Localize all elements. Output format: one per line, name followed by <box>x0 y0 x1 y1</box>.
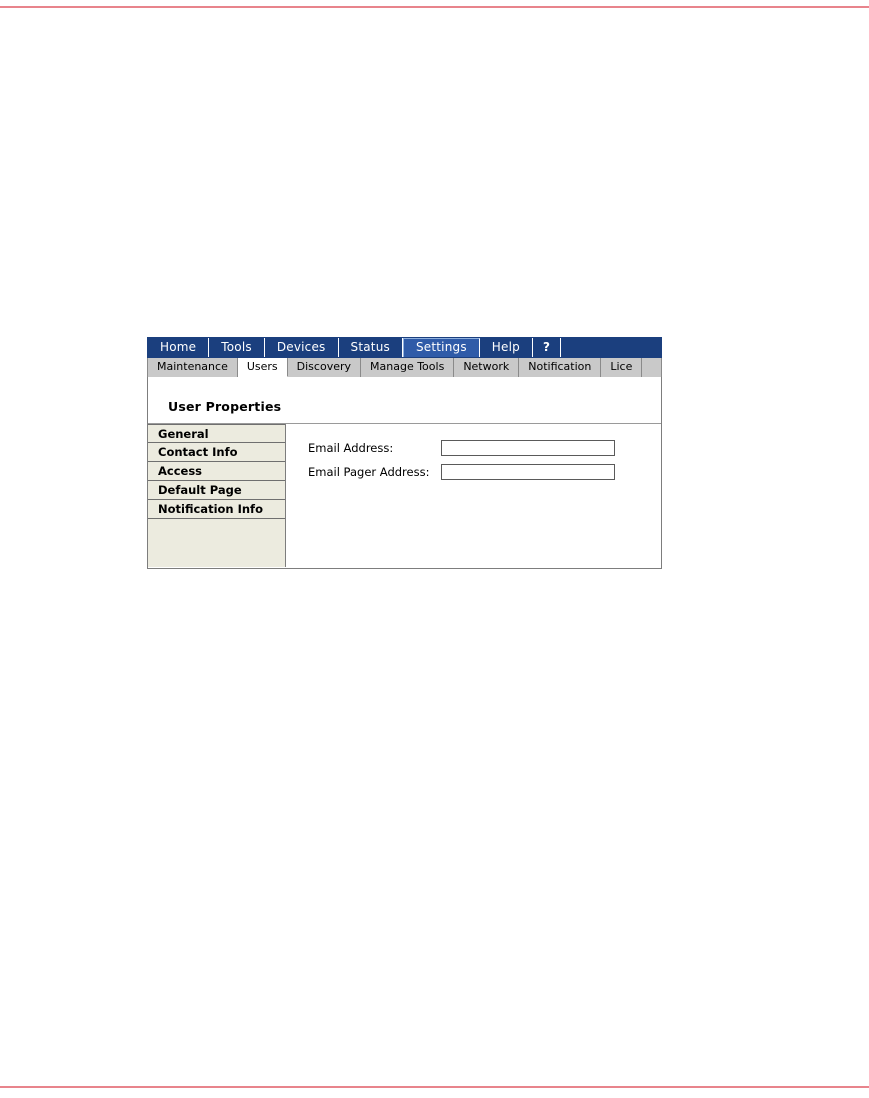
content-body <box>148 424 661 567</box>
nav-item-status[interactable]: Status <box>339 338 403 357</box>
subtab-license[interactable]: Lice <box>601 358 642 377</box>
app-window <box>147 337 662 570</box>
form-row-email-pager-address <box>308 462 661 481</box>
subtab-manage-tools[interactable]: Manage Tools <box>361 358 454 377</box>
subtab-maintenance[interactable]: Maintenance <box>148 358 238 377</box>
form-row-email-address <box>308 438 661 457</box>
email-pager-address-input[interactable] <box>441 464 615 480</box>
nav-item-question-mark[interactable]: ? <box>533 338 561 357</box>
email-pager-address-label: Email Pager Address: <box>308 464 430 479</box>
content-pane <box>147 377 662 569</box>
side-item-default-page[interactable]: Default Page <box>148 481 285 500</box>
email-address-label: Email Address: <box>308 440 394 455</box>
side-item-general[interactable]: General <box>148 424 285 443</box>
page-bottom-rule <box>0 1086 869 1088</box>
form-area <box>286 424 661 567</box>
nav-item-devices[interactable]: Devices <box>265 338 339 357</box>
subtab-notification[interactable]: Notification <box>519 358 601 377</box>
nav-item-help[interactable]: Help <box>480 338 533 357</box>
page-title: User Properties <box>168 399 282 414</box>
side-list-spacer <box>148 519 285 559</box>
subtab-users[interactable]: Users <box>238 358 288 377</box>
secondary-navigation-bar <box>147 358 662 377</box>
nav-item-home[interactable]: Home <box>148 338 209 357</box>
nav-filler <box>561 338 661 357</box>
side-item-access[interactable]: Access <box>148 462 285 481</box>
side-item-contact-info[interactable]: Contact Info <box>148 443 285 462</box>
page-top-rule <box>0 6 869 8</box>
subtab-network[interactable]: Network <box>454 358 519 377</box>
nav-item-tools[interactable]: Tools <box>209 338 265 357</box>
side-item-notification-info[interactable]: Notification Info <box>148 500 285 519</box>
side-navigation-list <box>148 424 286 567</box>
subtab-discovery[interactable]: Discovery <box>288 358 361 377</box>
primary-navigation-bar <box>147 337 662 358</box>
nav-item-settings[interactable]: Settings <box>403 338 480 357</box>
content-header <box>148 377 661 424</box>
email-address-input[interactable] <box>441 440 615 456</box>
